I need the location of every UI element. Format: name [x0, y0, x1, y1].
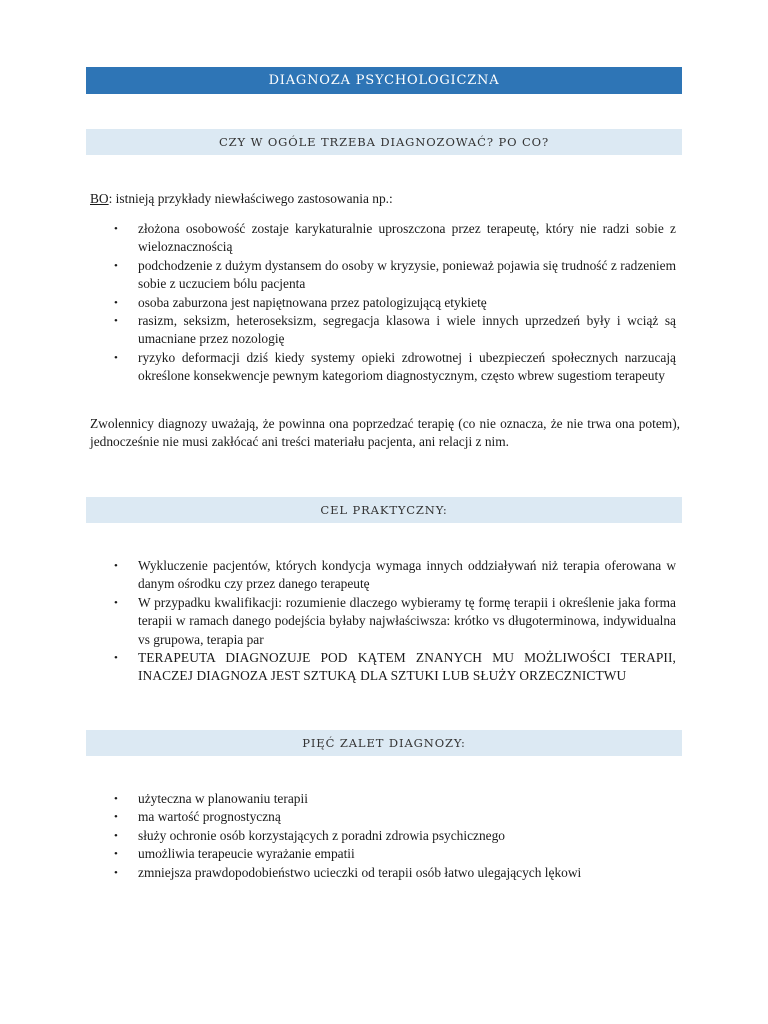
- bullet-icon: •: [114, 793, 118, 805]
- bullet-icon: •: [114, 829, 118, 842]
- bullet-icon: •: [114, 296, 118, 309]
- section-heading-why-diagnose: CZY W OGÓLE TRZEBA DIAGNOZOWAĆ? PO CO?: [86, 129, 682, 155]
- bullet-icon: •: [114, 351, 118, 364]
- list-item: • TERAPEUTA DIAGNOZUJE POD KĄTEM ZNANYCH MU MOŻLIWOŚCI TERAPII, INACZEJ DIAGNOZA JEST SZTUKĄ DLA SZTUKI LUB SŁUŻY ORZECZNICTWU: [114, 650, 676, 684]
- list-item: • rasizm, seksizm, heteroseksizm, segregacja klasowa i wiele innych uprzedzeń były i wciąż są umacniane przez nozologię: [114, 313, 676, 347]
- document-title: DIAGNOZA PSYCHOLOGICZNA: [86, 67, 682, 94]
- bullet-icon: •: [114, 259, 118, 272]
- section-heading-five-advantages: PIĘĆ ZALET DIAGNOZY:: [86, 730, 682, 756]
- practical-goal-list: [86, 557, 676, 686]
- misuse-list: [86, 220, 676, 386]
- list-item: • W przypadku kwalifikacji: rozumienie dlaczego wybieramy tę formę terapii i określenie jaka forma terapii w ramach danego podejścia byłaby najwłaściwsza: krótko vs długoterminowa, indywidualna vs grupowa, terapia par: [114, 594, 676, 647]
- advantages-list: [86, 790, 676, 882]
- list-item: • służy ochronie osób korzystających z poradni zdrowia psychicznego: [86, 827, 676, 845]
- bullet-icon: •: [114, 652, 118, 665]
- intro-label: BO: [90, 191, 109, 206]
- intro-paragraph: [90, 190, 680, 208]
- list-item: • użyteczna w planowaniu terapii: [86, 790, 676, 808]
- bullet-icon: •: [114, 315, 118, 328]
- list-item: • osoba zaburzona jest napiętnowana przez patologizującą etykietę: [86, 294, 676, 312]
- intro-text: : istnieją przykłady niewłaściwego zastosowania np.:: [108, 191, 393, 206]
- bullet-icon: •: [114, 811, 118, 824]
- list-item: • umożliwia terapeucie wyrażanie empatii: [86, 845, 676, 863]
- list-item: • ryzyko deformacji dziś kiedy systemy opieki zdrowotnej i ubezpieczeń społecznych narzucają określone konsekwencje pewnym kategoriom diagnostycznym, często wbrew sugestiom terapeuty: [114, 349, 676, 384]
- list-item: • podchodzenie z dużym dystansem do osoby w kryzysie, ponieważ pojawia się trudność z radzeniem sobie z uczuciem bólu pacjenta: [114, 257, 676, 292]
- bullet-icon: •: [114, 596, 118, 609]
- bullet-icon: •: [114, 560, 118, 572]
- closing-paragraph: Zwolennicy diagnozy uważają, że powinna ona poprzedzać terapię (co nie oznacza, że nie trwa ona potem), jednocześnie nie musi zakłócać ani treści materiału pacjenta, ani relacji z nim.: [90, 416, 680, 450]
- bullet-icon: •: [114, 223, 118, 235]
- list-item: • zmniejsza prawdopodobieństwo ucieczki od terapii osób łatwo ulegających lękowi: [86, 864, 676, 882]
- list-item: • złożona osobowość zostaje karykaturalnie uproszczona przez terapeutę, który nie radzi sobie z wieloznacznością: [114, 221, 676, 255]
- bullet-icon: •: [114, 866, 118, 879]
- list-item: • ma wartość prognostyczną: [86, 808, 676, 826]
- section-heading-practical-goal: CEL PRAKTYCZNY:: [86, 497, 682, 523]
- list-item: • Wykluczenie pacjentów, których kondycja wymaga innych oddziaływań niż terapia oferowana w danym ośrodku czy przez danego terapeutę: [114, 558, 676, 592]
- bullet-icon: •: [114, 848, 118, 861]
